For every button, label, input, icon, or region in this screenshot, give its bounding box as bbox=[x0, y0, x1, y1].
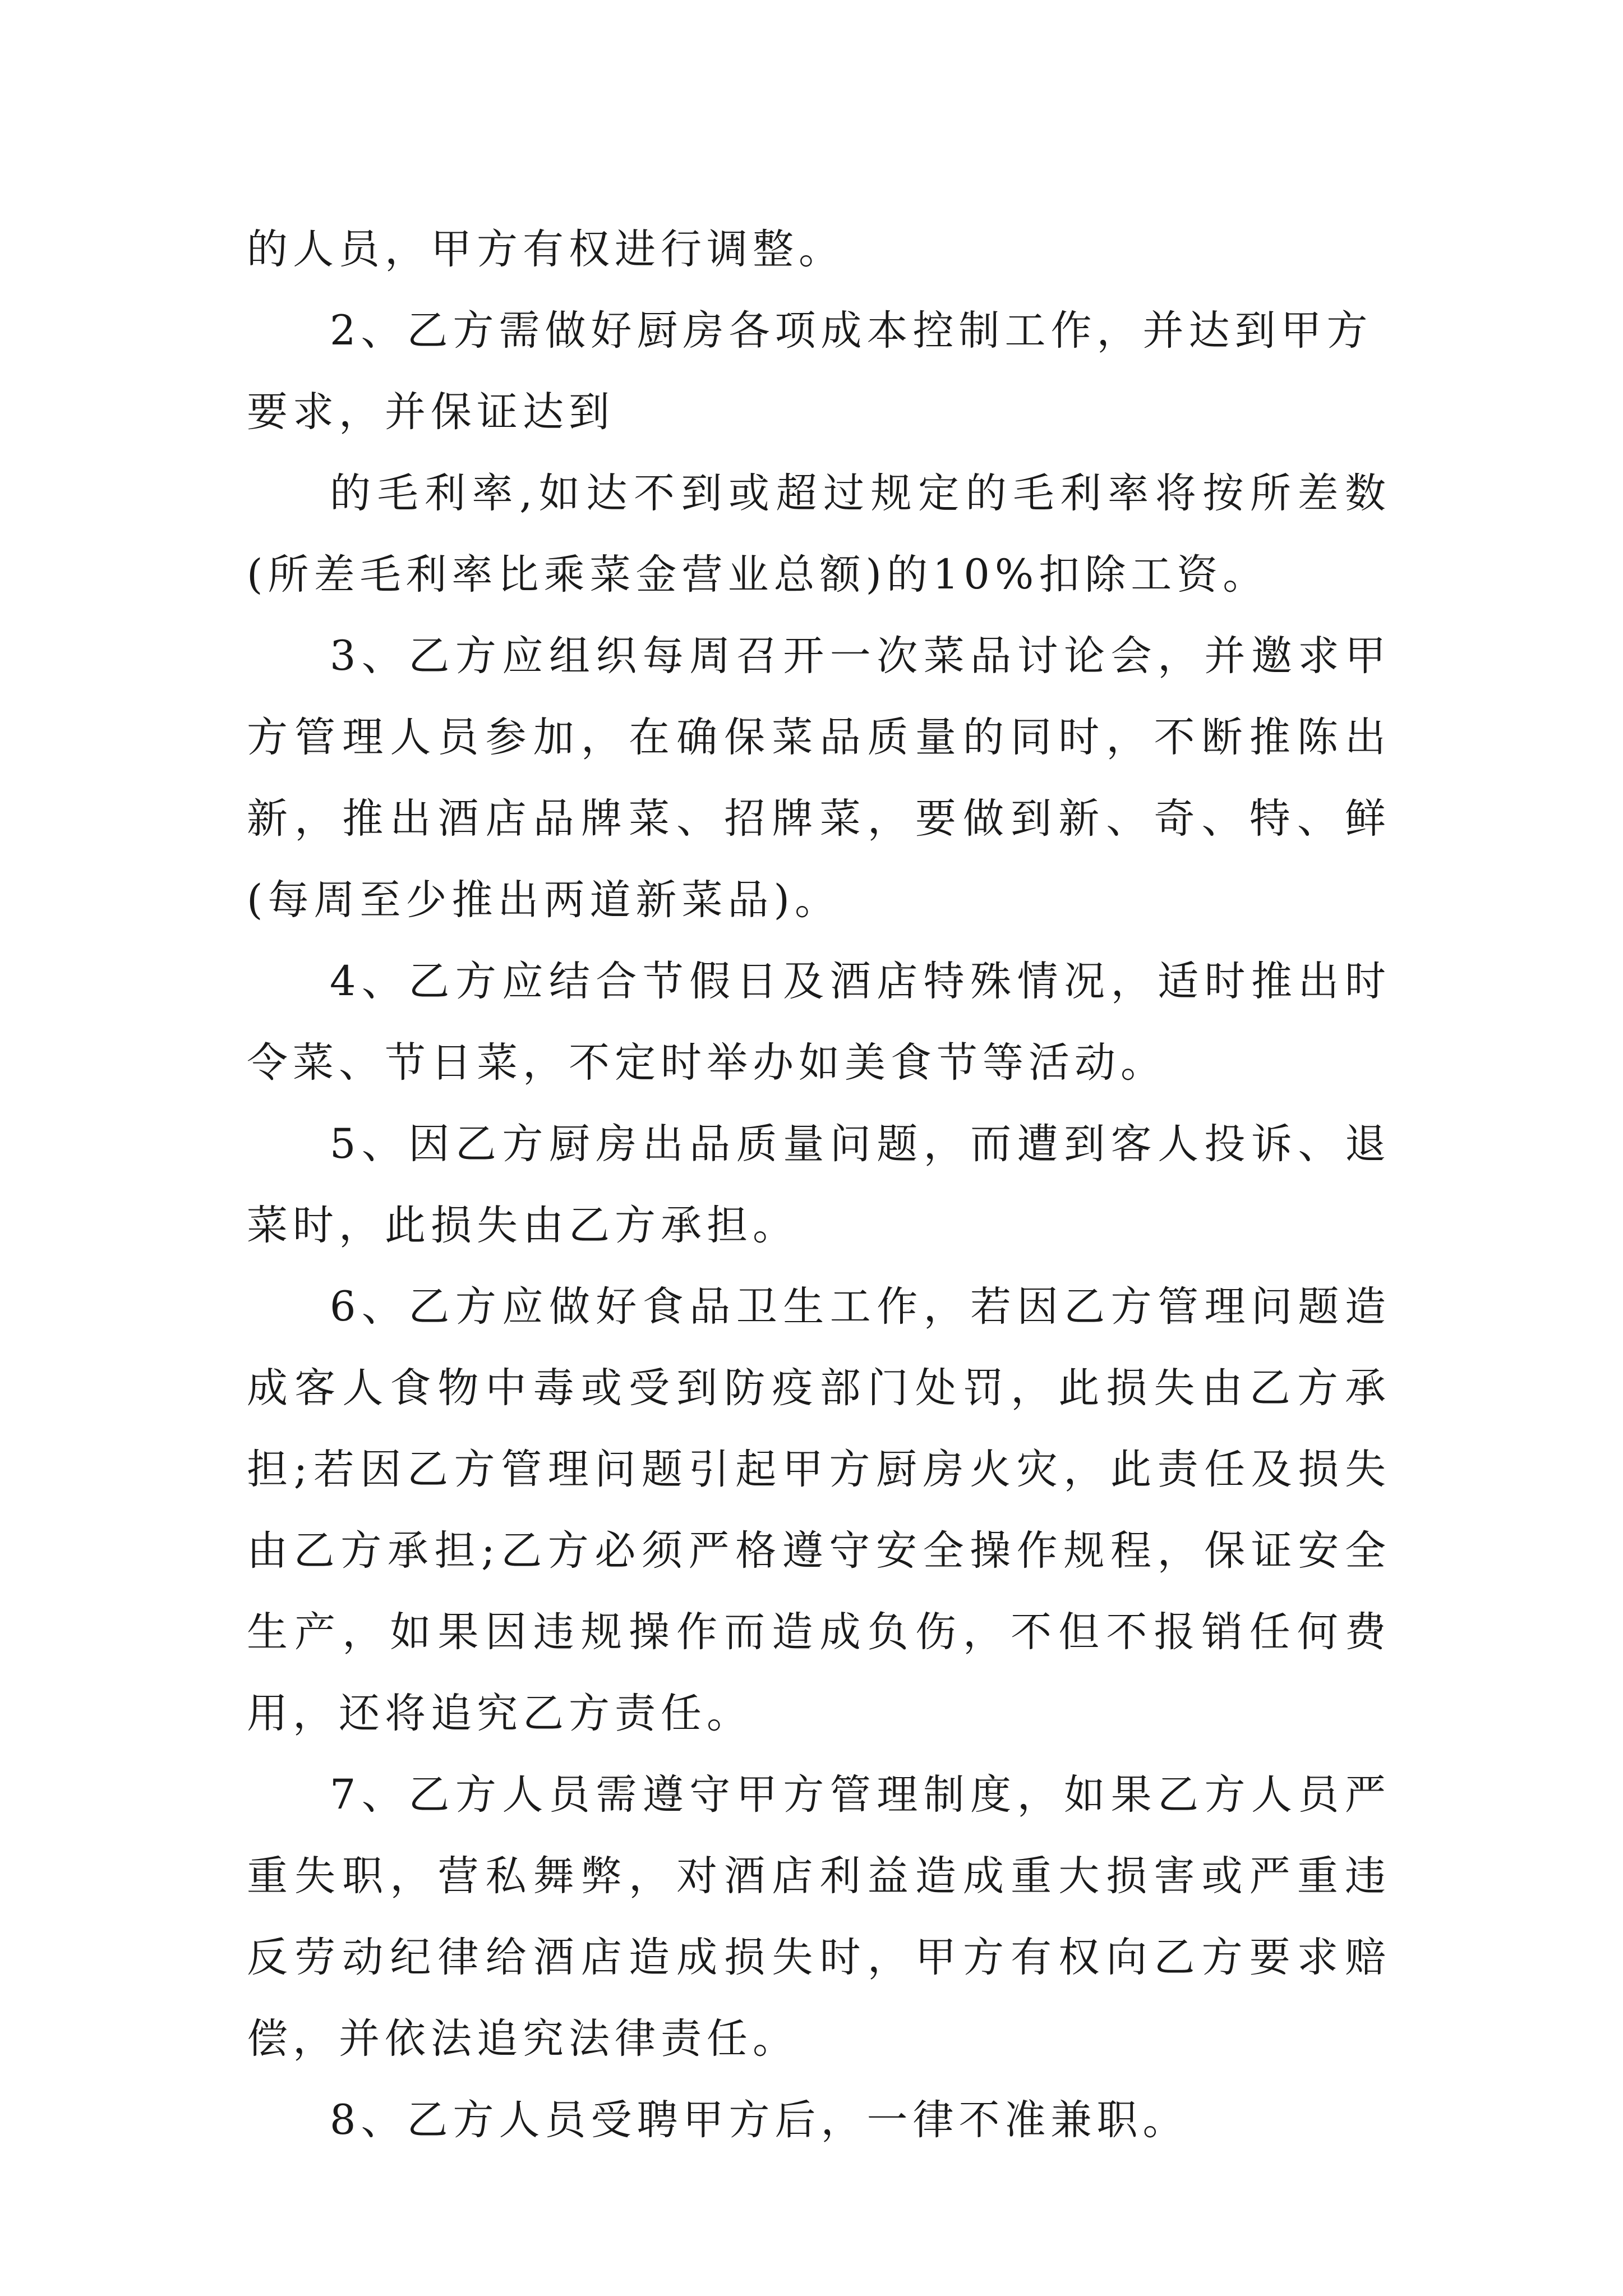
paragraph-clause-7: 7、乙方人员需遵守甲方管理制度，如果乙方人员严重失职，营私舞弊，对酒店利益造成重大损害或严重违反劳动纪律给酒店造成损失时，甲方有权向乙方要求赔偿，并依法追究法律责任。 bbox=[247, 1771, 1391, 2063]
paragraph-clause-5: 5、因乙方厨房出品质量问题，而遭到客人投诉、退菜时，此损失由乙方承担。 bbox=[247, 1120, 1391, 1249]
paragraph-clause-3: 3、乙方应组织每周召开一次菜品讨论会，并邀求甲方管理人员参加，在确保菜品质量的同时，不断推陈出新，推出酒店品牌菜、招牌菜，要做到新、奇、特、鲜(每周至少推出两道新菜品)。 bbox=[247, 632, 1391, 924]
paragraph-clause-4: 4、乙方应结合节假日及酒店特殊情况，适时推出时令菜、节日菜，不定时举办如美食节等活动。 bbox=[247, 958, 1391, 1087]
paragraph-clause-8: 8、乙方人员受聘甲方后，一律不准兼职。 bbox=[330, 2096, 1189, 2144]
paragraph-clause-2-continued: 的毛利率,如达不到或超过规定的毛利率将按所差数(所差毛利率比乘菜金营业总额)的10%扣除工资。 bbox=[247, 470, 1391, 599]
document-page bbox=[247, 209, 1391, 2161]
paragraph-continuation: 的人员，甲方有权进行调整。 bbox=[247, 226, 845, 273]
paragraph-clause-2: 2、乙方需做好厨房各项成本控制工作，并达到甲方要求，并保证达到 bbox=[247, 307, 1373, 436]
paragraph-clause-6: 6、乙方应做好食品卫生工作，若因乙方管理问题造成客人食物中毒或受到防疫部门处罚，此损失由乙方承担;若因乙方管理问题引起甲方厨房火灾，此责任及损失由乙方承担;乙方必须严格遵守安全操作规程，保证安全生产，如果因违规操作而造成负伤，不但不报销任何费用，还将追究乙方责任。 bbox=[247, 1283, 1391, 1737]
